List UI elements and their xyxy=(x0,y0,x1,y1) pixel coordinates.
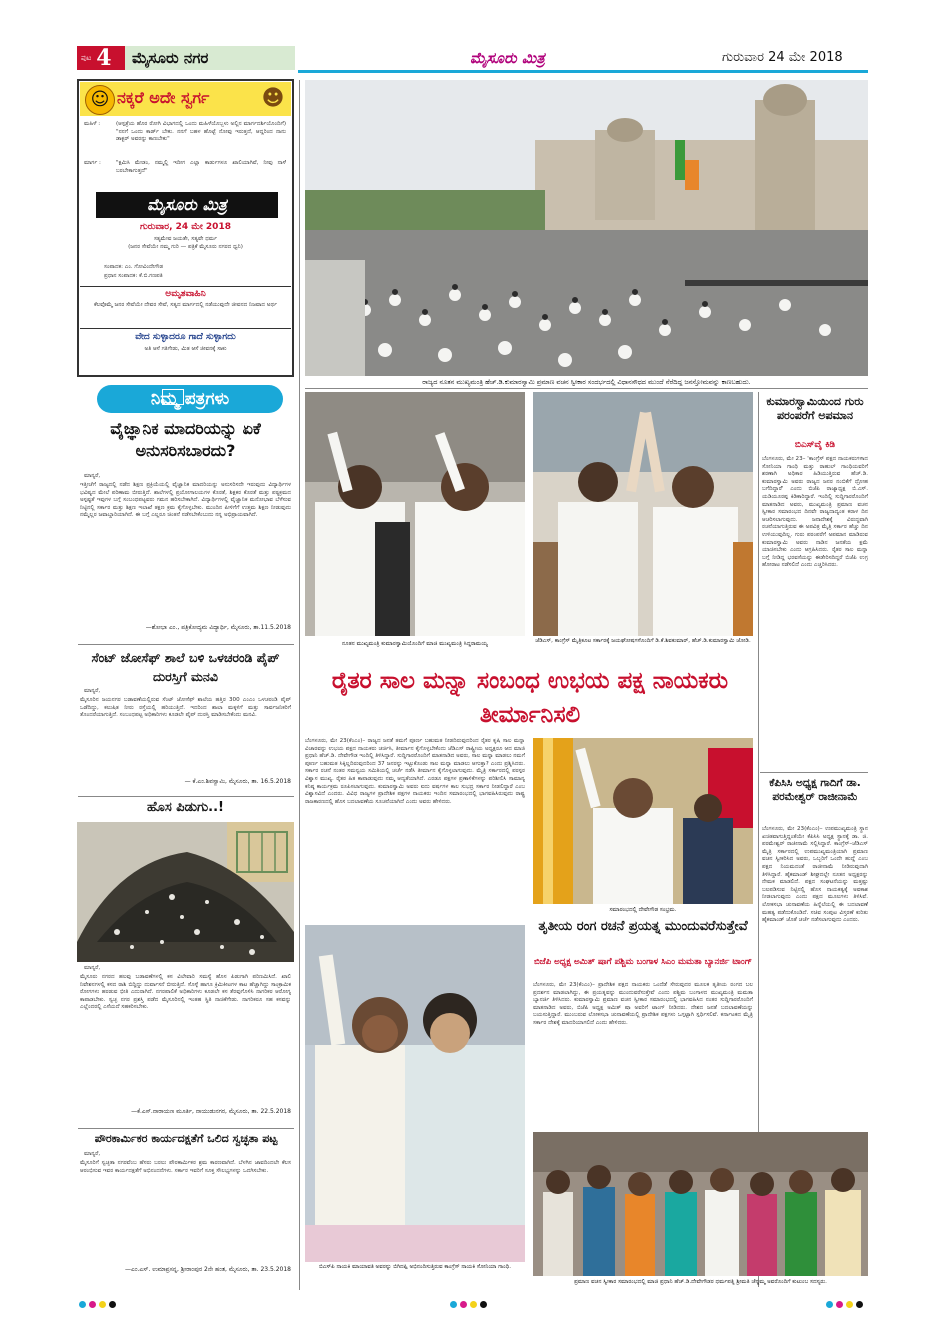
leaders-embrace-image xyxy=(305,925,525,1262)
paper-motto-2: (ಜನರ ಸೇವೆಯೇ ನಮ್ಮ ಗುರಿ — ಪತ್ರಿಕೆ ಮೈಸೂರು ನಗರದ ಧ್ವನಿ) xyxy=(128,244,243,250)
amrutha-title: ಅಮೃತವಾಹಿನಿ xyxy=(165,289,206,299)
family-group-photo xyxy=(533,1132,868,1276)
right-article-1-body: ಬೆಂಗಳೂರು, ಮೇ 23– 'ಕಾಂಗ್ರೆಸ್ ಪಕ್ಷದ ನಾಯಕರುಗಳಾದ ಸೋನಿಯಾ ಗಾಂಧಿ ಮತ್ತು ರಾಹುಲ್ ಗಾಂಧಿಯವರಿಗೆ ಶರಣಾಗಿ ಅಧಿಕಾರ ಹಿಡಿಯುತ್ತಿರುವ ಹೆಚ್.ಡಿ. ಕುಮಾರಸ್ವಾಮಿ ಅವರು ರಾಜ್ಯದ ಜನರ ನಂಬಿಕೆಗೆ ದ್ರೋಹ ಬಗೆದಿದ್ದಾರೆ' ಎಂದು ಬಿಜೆಪಿ ರಾಜ್ಯಾಧ್ಯಕ್ಷ ಬಿ.ಎಸ್. ಯಡಿಯೂರಪ್ಪ ಕಿಡಿಕಾರಿದ್ದಾರೆ. ಇಂದಿಲ್ಲಿ ಸುದ್ದಿಗಾರರೊಂದಿಗೆ ಮಾತನಾಡಿದ ಅವರು, ಮುಖ್ಯಮಂತ್ರಿ ಪ್ರಮಾಣ ವಚನ ಸ್ವೀಕಾರ ಸಮಾರಂಭದ ದಿನವೇ ರಾಜ್ಯದಾದ್ಯಂತ ಕರಾಳ ದಿನ ಆಚರಿಸಲಾಗುವುದು. ಜನಾದೇಶಕ್ಕೆ ವಿರುದ್ಧವಾಗಿ ರಚನೆಯಾಗುತ್ತಿರುವ ಈ ಅಪವಿತ್ರ ಮೈತ್ರಿ ಸರ್ಕಾರ ಹೆಚ್ಚು ದಿನ ಉಳಿಯುವುದಿಲ್ಲ. ಗುರು ಪರಂಪರೆಗೆ ಅಪಮಾನ ಮಾಡಿರುವ ಕುಮಾರಸ್ವಾಮಿ ಅವರು ನಾಡಿನ ಜನತೆಯ ಕ್ಷಮೆ ಯಾಚಿಸಬೇಕು ಎಂದು ಆಗ್ರಹಿಸಿದರು. ರೈತರ ಸಾಲ ಮನ್ನಾ ಬಗ್ಗೆ ನೀಡಿದ್ದ ಭರವಸೆಯನ್ನು ಈಡೇರಿಸದಿದ್ದರೆ ಬಿಜೆಪಿ ಉಗ್ರ ಹೋರಾಟ ನಡೆಸಲಿದೆ ಎಂದು ಎಚ್ಚರಿಸಿದರು. xyxy=(762,456,868,569)
main-headline: ರೈತರ ಸಾಲ ಮನ್ನಾ ಸಂಬಂಧ ಉಭಯ ಪಕ್ಷ ನಾಯಕರು ತೀರ್ಮಾನಿಸಲಿ xyxy=(331,668,729,728)
registration-dots-center xyxy=(450,1293,490,1312)
leaders-waving-image xyxy=(305,392,525,636)
page-number: 4 xyxy=(96,45,112,71)
yellow-dot xyxy=(846,1301,853,1308)
joke-speaker-1: ಮಹಿಳೆ : xyxy=(84,121,101,127)
devegowda-caption: ಸಮಾರಂಭದಲ್ಲಿ ದೇವೇಗೌಡ ಸಂಭ್ರಮ. xyxy=(609,907,677,913)
black-dot xyxy=(480,1301,487,1308)
divider-right-1 xyxy=(760,772,868,773)
section-title: ಮೈಸೂರು ನಗರ xyxy=(132,49,209,67)
joke-speaker-2: ಮಾರ್ಗ : xyxy=(84,160,101,166)
laughing-man-icon: ☻ xyxy=(261,86,285,111)
family-group-image xyxy=(533,1132,868,1276)
letter-2-body: ಮೈಸೂರಿನ ಜಯನಗರ ಬಡಾವಣೆಯಲ್ಲಿರುವ ಸೆಂಟ್ ಜೋಸೆಫ್ ಶಾಲೆಯ ಹತ್ತಿರ 300 ಎಂಎಂ ಒಳಚರಂಡಿ ಪೈಪ್ ಒಡೆದಿದ್ದು, ಕಲುಷಿತ ನೀರು ರಸ್ತೆಯಲ್ಲಿ ಹರಿಯುತ್ತಿದೆ. ಇದರಿಂದ ಶಾಲಾ ಮಕ್ಕಳಿಗೆ ಮತ್ತು ಸಾರ್ವಜನಿಕರಿಗೆ ತೊಂದರೆಯಾಗುತ್ತಿದೆ. ಸಂಬಂಧಪಟ್ಟ ಅಧಿಕಾರಿಗಳು ಕೂಡಲೇ ಪೈಪ್ ದುರಸ್ತಿ ಮಾಡಿಸಬೇಕೆಂದು ಮನವಿ. xyxy=(80,697,291,719)
laughing-face-icon: ☺ xyxy=(85,85,115,115)
page-label: ಪುಟ xyxy=(81,53,92,62)
letter-4-body: ಮೈಸೂರಿಗೆ ಸ್ವಚ್ಛತಾ ನಗರವೆಂಬ ಹೆಸರು ಬರಲು ಪೌರಕಾರ್ಮಿಕರ ಶ್ರಮ ಕಾರಣವಾಗಿದೆ. ಬೆಳಗಿನ ಜಾವದಿಂದಲೇ ಕೆಲಸ ಆರಂಭಿಸುವ ಇವರ ಕಾರ್ಯದಕ್ಷತೆಗೆ ಅಭಿನಂದನೆಗಳು. ಸರ್ಕಾರ ಇವರಿಗೆ ಸೂಕ್ತ ಸೌಲಭ್ಯಗಳನ್ನು ಒದಗಿಸಬೇಕು. xyxy=(80,1160,291,1174)
magenta-dot xyxy=(836,1301,843,1308)
group-photo-caption: ಪ್ರಮಾಣ ವಚನ ಸ್ವೀಕಾರ ಸಮಾರಂಭದಲ್ಲಿ ಮಾಜಿ ಪ್ರಧಾನಿ ಹೆಚ್.ಡಿ.ದೇವೇಗೌಡರ ಧರ್ಮಪತ್ನಿ ಶ್ರೀಮತಿ ಚೆನ್ನಮ್ಮ ಅವರೊಂದಿಗೆ ಕುಟುಂಬ ಸದಸ್ಯರು. xyxy=(574,1279,827,1285)
letter-4-title: ಪೌರಕಾರ್ಮಿಕರ ಕಾರ್ಯದಕ್ಷತೆಗೆ ಒಲಿದ ಸ್ವಚ್ಛತಾ ಪಟ್ಟ xyxy=(94,1132,278,1145)
main-story-body: ಬೆಂಗಳೂರು, ಮೇ 23(ಕೆಂಎಂ)– ರಾಜ್ಯದ ಜನತೆ ತಮಗೆ ಪೂರ್ಣ ಬಹುಮತ ನೀಡದಿರುವುದರಿಂದ ರೈತರ ಕೃಷಿ ಸಾಲ ಮನ್ನಾ ವಿಚಾರವನ್ನು ಉಭಯ ಪಕ್ಷದ ನಾಯಕರು ಚರ್ಚಿಸಿ, ತೀರ್ಮಾನ ಕೈಗೊಳ್ಳಬೇಕೆಂದು ಜೆಡಿಎಸ್ ರಾಷ್ಟ್ರೀಯ ಅಧ್ಯಕ್ಷರೂ ಆದ ಮಾಜಿ ಪ್ರಧಾನಿ ಹೆಚ್.ಡಿ. ದೇವೇಗೌಡ ಇಂದಿಲ್ಲಿ ತಿಳಿಸಿದ್ದಾರೆ. ಸುದ್ದಿಗಾರರೊಂದಿಗೆ ಮಾತನಾಡಿದ ಅವರು, ಸಾಲ ಮನ್ನಾ ಮಾಡಲು ನಮಗೆ ಪೂರ್ಣ ಬಹುಮತ ಸಿಕ್ಕಿಲ್ಲದಿರುವುದರಿಂದ 37 ಜನರನ್ನು ಇಟ್ಟುಕೊಂಡು ಸಾಲ ಮನ್ನಾ ಮಾಡಲು ಆಗುತ್ತಾ? ಎಂದು ಪ್ರಶ್ನಿಸಿದರು. ಸರ್ಕಾರ ರಚನೆ ನಂತರ ಸಮನ್ವಯ ಸಮಿತಿಯಲ್ಲಿ ಚರ್ಚೆ ನಡೆಸಿ ತೀರ್ಮಾನ ಕೈಗೊಳ್ಳಲಾಗುವುದು. ಮೈತ್ರಿ ಸರ್ಕಾರದಲ್ಲಿ ಪರಸ್ಪರ ವಿಶ್ವಾಸ ಮುಖ್ಯ. ರೈತರ ಹಿತ ಕಾಪಾಡುವುದು ನಮ್ಮ ಆದ್ಯತೆಯಾಗಿದೆ. ಎರಡೂ ಪಕ್ಷಗಳ ಪ್ರಣಾಳಿಕೆಗಳನ್ನು ಪರಿಶೀಲಿಸಿ ಸಾಮಾನ್ಯ ಕನಿಷ್ಠ ಕಾರ್ಯಕ್ರಮ ರೂಪಿಸಲಾಗುವುದು. ಕುಮಾರಸ್ವಾಮಿ ಅವರು ಐದು ವರ್ಷಗಳ ಕಾಲ ಸುಭದ್ರ ಸರ್ಕಾರ ನೀಡಲಿದ್ದಾರೆ ಎಂಬ ವಿಶ್ವಾಸವಿದೆ ಎಂದರು. ವಿವಿಧ ರಾಜ್ಯಗಳ ಪ್ರಾದೇಶಿಕ ಪಕ್ಷಗಳ ನಾಯಕರು ಇಂದಿನ ಸಮಾರಂಭದಲ್ಲಿ ಭಾಗವಹಿಸಿರುವುದು ರಾಷ್ಟ್ರ ರಾಜಕಾರಣದಲ್ಲಿ ಹೊಸ ಬದಲಾವಣೆಯ ಸೂಚನೆಯಾಗಿದೆ ಎಂದು ಅವರು ಹೇಳಿದರು. xyxy=(305,738,525,805)
mayawati-sonia-photo xyxy=(305,925,525,1262)
letter-1-salute: ಮಾನ್ಯರೆ, xyxy=(84,473,101,479)
photo-3-caption: ಜೆಡಿಎಸ್, ಕಾಂಗ್ರೆಸ್ ಮೈತ್ರಿಕೂಟ ಸರ್ಕಾರಕ್ಕೆ ಜಯಘೋಷಗಳೊಂದಿಗೆ ಡಿ.ಕೆ.ಶಿವಕುಮಾರ್, ಹೆಚ್.ಡಿ.ಕುಮಾರಸ್ವಾಮಿ ಜೋಡಿ. xyxy=(535,638,751,644)
paper-motto: ಸತ್ಯಮೇವ ಜಯತೇ, ಸತ್ಯವೇ ಧರ್ಮ xyxy=(153,236,218,242)
third-front-subtitle: ಬಿಜೆಪಿ ಅಧ್ಯಕ್ಷ ಅಮಿತ್ ಷಾಗೆ ಪಶ್ಚಿಮ ಬಂಗಾಳ ಸಿಎಂ ಮಮತಾ ಬ್ಯಾನರ್ಜಿ ಟಾಂಗ್ xyxy=(533,957,753,967)
joke-title: ನಕ್ಕರೆ ಅದೇ ಸ್ವರ್ಗ xyxy=(117,88,210,107)
registration-dots-right xyxy=(826,1293,866,1312)
divider-top-photo xyxy=(305,388,868,389)
black-dot xyxy=(109,1301,116,1308)
devegowda-photo xyxy=(533,738,753,904)
garbage-photo xyxy=(77,822,294,962)
letter-3-signature: —ಕೆ.ಎಸ್.ನಾರಾಯಣ ಮೂರ್ತಿ, ನಾಯುಡುನಗರ, ಮೈಸೂರು, ತಾ. 22.5.2018 xyxy=(131,1108,291,1115)
joke-line-2: "ಕ್ಷಮಿಸಿ ಮೇಡಂ, ನಮ್ಮಲ್ಲಿ ಇದೀಗ ಎಲ್ಲಾ ಕಾರ್ಡುಗಳೂ ಖಾಲಿಯಾಗಿವೆ, ನೀವು ನಾಳೆ ಬರಬೇಕಾಗುತ್ತದೆ" xyxy=(116,160,286,174)
letter-2-salute: ಮಾನ್ಯರೆ, xyxy=(84,688,101,694)
magenta-dot xyxy=(460,1301,467,1308)
right-article-2-body: ಬೆಂಗಳೂರು, ಮೇ 23(ಕೆಂಎಂ)– ಉಪಮುಖ್ಯಮಂತ್ರಿ ಸ್ಥಾನ ಖಚಿತವಾಗುತ್ತಿದ್ದಂತೆಯೇ ಕೆಪಿಸಿಸಿ ಅಧ್ಯಕ್ಷ ಸ್ಥಾನಕ್ಕೆ ಡಾ. ಜಿ. ಪರಮೇಶ್ವರ್ ರಾಜೀನಾಮೆ ಸಲ್ಲಿಸಿದ್ದಾರೆ. ಕಾಂಗ್ರೆಸ್–ಜೆಡಿಎಸ್ ಮೈತ್ರಿ ಸರ್ಕಾರದಲ್ಲಿ ಉಪಮುಖ್ಯಮಂತ್ರಿಯಾಗಿ ಪ್ರಮಾಣ ವಚನ ಸ್ವೀಕರಿಸಿದ ಅವರು, ಒಬ್ಬರಿಗೆ ಒಂದೇ ಹುದ್ದೆ ಎಂಬ ಪಕ್ಷದ ನಿಯಮದಂತೆ ರಾಜೀನಾಮೆ ನೀಡಿರುವುದಾಗಿ ತಿಳಿಸಿದ್ದಾರೆ. ಹೈಕಮಾಂಡ್ ಶೀಘ್ರದಲ್ಲೇ ನೂತನ ಅಧ್ಯಕ್ಷರನ್ನು ನೇಮಕ ಮಾಡಲಿದೆ. ಪಕ್ಷದ ಸಂಘಟನೆಯನ್ನು ಮತ್ತಷ್ಟು ಬಲಪಡಿಸುವ ನಿಟ್ಟಿನಲ್ಲಿ ಹೊಸ ನಾಯಕತ್ವಕ್ಕೆ ಅವಕಾಶ ನೀಡಲಾಗುವುದು ಎಂದು ಪಕ್ಷದ ಮೂಲಗಳು ತಿಳಿಸಿವೆ. ಲೋಕಸಭಾ ಚುನಾವಣೆಯ ಹಿನ್ನೆಲೆಯಲ್ಲಿ ಈ ಬದಲಾವಣೆ ಮಹತ್ವ ಪಡೆದುಕೊಂಡಿದೆ. ಸಚಿವ ಸಂಪುಟ ವಿಸ್ತರಣೆ ಕುರಿತು ಹೈಕಮಾಂಡ್ ಜೊತೆ ಚರ್ಚೆ ನಡೆಸಲಾಗುವುದು ಎಂದರು. xyxy=(762,826,868,924)
joke-divider-2 xyxy=(80,328,291,329)
letter-1-title: ವೈಜ್ಞಾನಿಕ ಮಾದರಿಯನ್ನು ಏಕೆ ಅನುಸರಿಸಬಾರದು? xyxy=(110,419,261,460)
magenta-dot xyxy=(89,1301,96,1308)
cyan-dot xyxy=(826,1301,833,1308)
dks-hdk-photo xyxy=(533,392,753,636)
right-article-2-title: ಕೆಪಿಸಿಸಿ ಅಧ್ಯಕ್ಷ ಗಾದಿಗೆ ಡಾ. ಪರಮೇಶ್ವರ್ ರಾಜೀನಾಮೆ xyxy=(769,777,861,803)
photo-2-caption: ನೂತನ ಮುಖ್ಯಮಂತ್ರಿ ಕುಮಾರಸ್ವಾಮಿಯೊಂದಿಗೆ ಮಾಜಿ ಮುಖ್ಯಮಂತ್ರಿ ಸಿದ್ದರಾಮಯ್ಯ xyxy=(342,641,488,647)
devegowda-waving-image xyxy=(533,738,753,904)
cyan-dot xyxy=(450,1301,457,1308)
veda-text: ಅತಿ ಆಸೆ ಗತಿಗೇಡು, ಮಿತ ಆಸೆ ಜೀವನಕ್ಕೆ ಸಾಕು xyxy=(144,346,227,352)
page-number-box xyxy=(77,46,125,70)
mayawati-caption: ಬಿಎಸ್‌ಪಿ ನಾಯಕಿ ಮಾಯಾವತಿ ಅವರನ್ನು ಬಿಗಿದಪ್ಪಿ ಅಭಿನಂದಿಸುತ್ತಿರುವ ಕಾಂಗ್ರೆಸ್ ನಾಯಕಿ ಸೋನಿಯಾ ಗಾಂಧಿ. xyxy=(319,1264,511,1270)
letter-1-body: ಇತ್ತೀಚೆಗೆ ರಾಜ್ಯದಲ್ಲಿ ನಡೆದ ಶಿಕ್ಷಣ ಪ್ರಕ್ರಿಯೆಯಲ್ಲಿ ವೈಜ್ಞಾನಿಕ ಮಾದರಿಯನ್ನು ಅನುಸರಿಸದೇ ಇರುವುದು ವಿದ್ಯಾರ್ಥಿಗಳ ಭವಿಷ್ಯದ ಮೇಲೆ ಪರಿಣಾಮ ಬೀರುತ್ತಿದೆ. ಶಾಲೆಗಳಲ್ಲಿ ಪ್ರಯೋಗಾಲಯಗಳ ಕೊರತೆ, ಶಿಕ್ಷಕರ ಕೊರತೆ ಮತ್ತು ಪಠ್ಯಕ್ರಮದ ಅಸ್ಪಷ್ಟತೆ ಇವುಗಳ ಬಗ್ಗೆ ಸಂಬಂಧಪಟ್ಟವರು ಗಮನ ಹರಿಸಬೇಕಾಗಿದೆ. ವಿದ್ಯಾರ್ಥಿಗಳಲ್ಲಿ ವೈಜ್ಞಾನಿಕ ಮನೋಭಾವ ಬೆಳೆಸುವ ನಿಟ್ಟಿನಲ್ಲಿ ಸರ್ಕಾರ ಮತ್ತು ಶಿಕ್ಷಣ ಇಲಾಖೆ ತಕ್ಷಣ ಕ್ರಮ ಕೈಗೊಳ್ಳಬೇಕು. ಮುಂದಿನ ಪೀಳಿಗೆಗೆ ಉತ್ತಮ ಶಿಕ್ಷಣ ನೀಡುವುದು ನಮ್ಮೆಲ್ಲರ ಜವಾಬ್ದಾರಿಯಾಗಿದೆ. ಈ ಬಗ್ಗೆ ಎಲ್ಲರೂ ಚಿಂತನೆ ನಡೆಸಬೇಕೆಂಬುದು ನನ್ನ ಅಭಿಪ್ರಾಯವಾಗಿದೆ. xyxy=(80,482,291,519)
paper-chief-editor: ಪ್ರಧಾನ ಸಂಪಾದಕ: ಕೆ.ಬಿ.ಗಣಪತಿ xyxy=(104,273,163,279)
letters-banner-title: ನಿಮ್ಮ ಪತ್ರಗಳು xyxy=(150,389,230,409)
letter-4-salute: ಮಾನ್ಯರೆ, xyxy=(84,1151,101,1157)
letter-3-salute: ಮಾನ್ಯರೆ, xyxy=(84,965,101,971)
paper-name: ಮೈಸೂರು ಮಿತ್ರ xyxy=(147,195,227,214)
black-dot xyxy=(856,1301,863,1308)
veda-title: ವೇದ ಸುಳ್ಳಾದರೂ ಗಾದೆ ಸುಳ್ಳಾಗದು xyxy=(135,332,236,342)
divider-l1 xyxy=(78,644,294,645)
right-article-1-byline: ಬಿಎಸ್‌ವೈ ಕಿಡಿ xyxy=(794,440,836,450)
leaders-raising-hands-image xyxy=(533,392,753,636)
letter-3-body: ಮೈಸೂರು ನಗರದ ಹಲವು ಬಡಾವಣೆಗಳಲ್ಲಿ ಕಸ ವಿಲೇವಾರಿ ಸಮಸ್ಯೆ ಹೊಸ ಪಿಡುಗಾಗಿ ಪರಿಣಮಿಸಿದೆ. ಖಾಲಿ ನಿವೇಶನಗಳಲ್ಲಿ ಕಸದ ರಾಶಿ ಬಿದ್ದಿದ್ದು ದುರ್ವಾಸನೆ ಬೀರುತ್ತಿದೆ. ಸೊಳ್ಳೆ ಹಾಗೂ ಕ್ರಿಮಿಕೀಟಗಳ ಕಾಟ ಹೆಚ್ಚಾಗಿದ್ದು ಸಾಂಕ್ರಾಮಿಕ ರೋಗಗಳು ಹರಡುವ ಭೀತಿ ಎದುರಾಗಿದೆ. ನಗರಪಾಲಿಕೆ ಅಧಿಕಾರಿಗಳು ಕೂಡಲೇ ಕಸ ತೆರವುಗೊಳಿಸಿ ನಾಗರಿಕರ ಆರೋಗ್ಯ ಕಾಪಾಡಬೇಕು. ಸ್ವಚ್ಛ ನಗರ ಪ್ರಶಸ್ತಿ ಪಡೆದ ಮೈಸೂರಿನಲ್ಲಿ ಇಂತಹ ಸ್ಥಿತಿ ನಾಚಿಕೆಗೇಡು. ನಾಗರಿಕರೂ ಸಹ ಕಸವನ್ನು ಎಲ್ಲೆಂದರಲ್ಲಿ ಎಸೆಯದೆ ಸಹಕರಿಸಬೇಕು. xyxy=(80,974,291,1011)
crowd-scene-image xyxy=(305,80,868,376)
column-rule-left xyxy=(299,80,300,1290)
registration-dots-left xyxy=(79,1293,119,1312)
joke-line-1: (ಆಸ್ಪತ್ರೆಯ ಹೊರ ರೋಗಿ ವಿಭಾಗದಲ್ಲಿ ಒಂದು ಮಹಿಳೆಯೊಬ್ಬಳು ಅಲ್ಲಿನ ಮಾರ್ಗದರ್ಶಿಯೊಂದಿಗೆ) "ನನಗೆ ಒಂದು ಕಾರ್ಡ್ ಬೇಕು. ನನಗೆ ಬಹಳ ಹೊಟ್ಟೆ ನೋವು ಇರುತ್ತದೆ, ಆದ್ದರಿಂದ ನಾನು ಡಾಕ್ಟರ್ ಅವರನ್ನು ಕಾಣಬೇಕು" xyxy=(116,121,286,143)
yellow-dot xyxy=(470,1301,477,1308)
kumaraswamy-siddaramaiah-photo xyxy=(305,392,525,636)
header-rule xyxy=(298,70,868,73)
third-front-title: ತೃತೀಯ ರಂಗ ರಚನೆ ಪ್ರಯತ್ನ ಮುಂದುವರೆಸುತ್ತೇವೆ xyxy=(538,919,748,934)
third-front-body: ಬೆಂಗಳೂರು, ಮೇ 23(ಕೆಂಎಂ)– ಪ್ರಾದೇಶಿಕ ಪಕ್ಷದ ನಾಯಕರು ಒಂದೆಡೆ ಸೇರುವುದರ ಮೂಲಕ ತೃತೀಯ ರಂಗದ ಬಲ ಪ್ರದರ್ಶನ ಮಾಡಲಾಗಿದ್ದು, ಈ ಪ್ರಯತ್ನವನ್ನು ಮುಂದುವರೆಸುತ್ತೇವೆ ಎಂದು ಪಶ್ಚಿಮ ಬಂಗಾಳದ ಮುಖ್ಯಮಂತ್ರಿ ಮಮತಾ ಬ್ಯಾನರ್ಜಿ ತಿಳಿಸಿದರು. ಕುಮಾರಸ್ವಾಮಿ ಪ್ರಮಾಣ ವಚನ ಸ್ವೀಕಾರ ಸಮಾರಂಭದಲ್ಲಿ ಭಾಗವಹಿಸಿದ ನಂತರ ಸುದ್ದಿಗಾರರೊಂದಿಗೆ ಮಾತನಾಡಿದ ಅವರು, ಬಿಜೆಪಿ ಅಧ್ಯಕ್ಷ ಅಮಿತ್ ಷಾ ಅವರಿಗೆ ಟಾಂಗ್ ನೀಡಿದರು. ದೇಶದ ಜನತೆ ಬದಲಾವಣೆಯನ್ನು ಬಯಸುತ್ತಿದ್ದಾರೆ. ಮುಂಬರುವ ಲೋಕಸಭಾ ಚುನಾವಣೆಯಲ್ಲಿ ಪ್ರಾದೇಶಿಕ ಪಕ್ಷಗಳು ಒಗ್ಗಟ್ಟಾಗಿ ಸ್ಪರ್ಧಿಸಲಿವೆ. ಕರ್ನಾಟಕದ ಮೈತ್ರಿ ಸರ್ಕಾರ ದೇಶಕ್ಕೆ ಮಾದರಿಯಾಗಲಿದೆ ಎಂದು ಹೇಳಿದರು. xyxy=(533,982,753,1026)
garbage-heap-image xyxy=(77,822,294,962)
letter-2-signature: — ಕೆ.ಎಂ.ಶಿವಸ್ವಾಮಿ, ಮೈಸೂರು, ತಾ. 16.5.2018 xyxy=(184,778,291,785)
letter-3-title: ಹೊಸ ಪಿಡುಗು..! xyxy=(147,800,224,815)
header-date: ಗುರುವಾರ 24 ಮೇ 2018 xyxy=(722,50,843,65)
divider-l3 xyxy=(78,1128,294,1129)
masthead-small: ಮೈಸೂರು ಮಿತ್ರ xyxy=(470,49,545,67)
letter-4-signature: —ಎಂ.ಎಸ್. ಉಮಾಪ್ರಸನ್ನ, ಶ್ರೀರಾಂಪುರ 2ನೇ ಹಂತ, ಮೈಸೂರು, ತಾ. 23.5.2018 xyxy=(124,1266,291,1273)
letter-2-title: ಸೆಂಟ್ ಜೋಸೆಫ್ ಶಾಲೆ ಬಳಿ ಒಳಚರಂಡಿ ಪೈಪ್ ದುರಸ್ತಿಗೆ ಮನವಿ xyxy=(91,650,280,684)
right-article-1-title: ಕುಮಾರಸ್ವಾಮಿಯಿಂದ ಗುರು ಪರಂಪರೆಗೆ ಅಪಮಾನ xyxy=(766,395,864,422)
yellow-dot xyxy=(99,1301,106,1308)
joke-divider-1 xyxy=(80,286,291,287)
vidhana-soudha-crowd-photo xyxy=(305,80,868,376)
divider-l2 xyxy=(78,796,294,797)
top-photo-caption: ರಾಜ್ಯದ ನೂತನ ಮುಖ್ಯಮಂತ್ರಿ ಹೆಚ್.ಡಿ.ಕುಮಾರಸ್ವಾಮಿ ಪ್ರಮಾಣ ವಚನ ಸ್ವೀಕಾರ ಸಂದರ್ಭದಲ್ಲಿ ವಿಧಾನಸೌಧದ ಮುಂದೆ ನೆರೆದಿದ್ದ ಜನಸ್ತೋಮವನ್ನು ಕಾಣಬಹುದು. xyxy=(422,378,751,386)
cyan-dot xyxy=(79,1301,86,1308)
amrutha-text: ಕೆಲವೊಮ್ಮೆ ಜನರ ಸೇವೆಯೇ ದೇವರ ಸೇವೆ, ಸತ್ಯದ ಮಾರ್ಗದಲ್ಲಿ ನಡೆಯುವುದೇ ಜೀವನದ ನಿಜವಾದ ಅರ್ಥ xyxy=(93,302,277,308)
paper-date: ಗುರುವಾರ, 24 ಮೇ 2018 xyxy=(140,222,231,232)
paper-editor: ಸಂಪಾದಕ: ಎಂ. ಗೋವಿಂದೇಗೌಡ xyxy=(104,264,164,270)
letter-1-signature: —ಶೋಭಾ ಎಂ., ಪತ್ರಿಕೋದ್ಯಮ ವಿದ್ಯಾರ್ಥಿ, ಮೈಸೂರು, ತಾ.11.5.2018 xyxy=(145,624,291,631)
